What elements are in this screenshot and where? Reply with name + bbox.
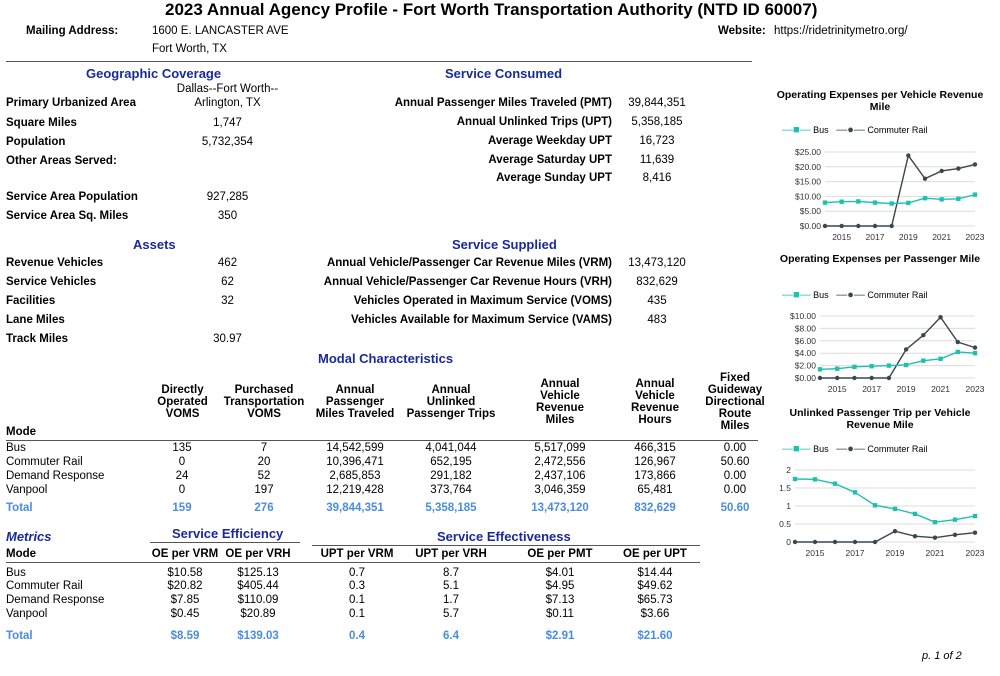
chart-plot (775, 304, 1000, 404)
square-miles-label: Square Miles (6, 117, 77, 129)
chart-y-tick-label: $0.00 (794, 373, 816, 383)
bus-data-point (856, 199, 860, 203)
metrics-cell: $3.66 (640, 608, 670, 620)
commuter-rail-data-point (856, 224, 860, 228)
metrics-cell: $110.09 (237, 594, 279, 606)
chart-title: Operating Expenses per Vehicle Revenue Mile (776, 89, 984, 113)
commuter-rail-data-point (973, 530, 977, 534)
metrics-cell: $0.11 (546, 608, 574, 620)
metrics-header-rule (6, 562, 700, 563)
chart-y-tick-label: $6.00 (794, 335, 816, 346)
supplied-value: 13,473,120 (628, 257, 686, 269)
modal-cell: 135 (172, 442, 192, 454)
chart-legend (782, 124, 927, 136)
chart-x-tick-label: 2019 (898, 232, 918, 240)
modal-cell: 5,517,099 (534, 442, 586, 454)
metrics-cell: 5.1 (443, 580, 459, 592)
metrics-total-label: Total (6, 630, 33, 642)
metrics-cell: $4.95 (545, 580, 575, 592)
metrics-cell: $20.82 (167, 580, 203, 592)
bus-data-point (956, 197, 960, 201)
assets-heading: Assets (133, 237, 176, 252)
bus-data-point (938, 357, 942, 361)
commuter-rail-data-point (973, 162, 977, 166)
chart-y-tick-label: $15.00 (795, 176, 821, 187)
modal-header-upt: Annual Unlinked Passenger Trips (406, 384, 496, 420)
commuter-rail-series-line (795, 531, 975, 542)
commuter-rail-data-point (818, 376, 822, 380)
consumed-value: 5,358,185 (631, 116, 683, 128)
commuter-rail-data-point (956, 166, 960, 170)
chart-x-tick-label: 2015 (832, 232, 852, 240)
metrics-cell: $49.62 (637, 580, 673, 592)
commuter-rail-data-point (873, 540, 877, 544)
chart-legend (782, 289, 927, 301)
chart-y-tick-label: $5.00 (799, 206, 821, 217)
asset-label: Revenue Vehicles (6, 257, 104, 269)
metrics-total-cell: $8.59 (170, 630, 200, 642)
legend-bus-marker: —■— (782, 124, 811, 136)
chart-title: Operating Expenses per Passenger Mile (779, 253, 981, 265)
metrics-cell: $0.45 (170, 608, 200, 620)
supplied-label: Annual Vehicle/Passenger Car Revenue Hours (VRH) (323, 276, 612, 288)
chart-y-tick-label: 1.5 (779, 483, 791, 493)
chart-plot (775, 458, 1000, 558)
modal-cell: 12,219,428 (326, 484, 384, 496)
commuter-rail-data-point (833, 540, 837, 544)
commuter-rail-data-point (938, 315, 942, 319)
mailing-address-line1: 1600 E. LANCASTER AVE (152, 25, 289, 37)
modal-total-cell: 50.60 (720, 502, 750, 514)
mailing-address-label: Mailing Address: (26, 25, 119, 37)
commuter-rail-data-point (839, 224, 843, 228)
bus-series-line (795, 479, 975, 522)
modal-cell: 3,046,359 (534, 484, 586, 496)
metrics-header: UPT per VRM (320, 548, 394, 560)
bus-data-point (921, 358, 925, 362)
modal-cell: 291,182 (430, 470, 472, 482)
metrics-cell: 0.7 (349, 567, 365, 579)
consumed-label: Average Sunday UPT (496, 172, 612, 184)
website-label: Website: (718, 25, 766, 37)
asset-value: 32 (221, 295, 234, 307)
modal-header-pmt: Annual Passenger Miles Traveled (315, 384, 395, 420)
metrics-cell: 1.7 (443, 594, 459, 606)
metrics-cell: $7.85 (170, 594, 200, 606)
modal-total-cell: 159 (172, 502, 192, 514)
modal-total-cell: 39,844,351 (326, 502, 384, 514)
bus-data-point (835, 367, 839, 371)
metrics-header: OE per VRH (225, 548, 291, 560)
consumed-label: Average Saturday UPT (488, 154, 612, 166)
bus-data-point (889, 201, 893, 205)
metrics-cell: $405.44 (237, 580, 279, 592)
modal-cell: 0.00 (723, 442, 747, 454)
chart-x-tick-label: 2021 (932, 232, 952, 240)
page-number: p. 1 of 2 (922, 650, 962, 662)
consumed-value: 8,416 (642, 172, 672, 184)
metrics-header: UPT per VRH (415, 548, 487, 560)
modal-heading: Modal Characteristics (318, 351, 454, 366)
chart-x-tick-label: 2023 (965, 384, 985, 394)
chart-x-tick-label: 2015 (805, 548, 825, 558)
metrics-heading: Metrics (6, 529, 52, 544)
modal-header-vrh: Annual Vehicle Revenue Hours (631, 378, 679, 426)
consumed-value: 11,639 (639, 154, 675, 166)
metrics-total-cell: 6.4 (443, 630, 459, 642)
commuter-rail-data-point (913, 534, 917, 538)
bus-data-point (904, 363, 908, 367)
chart-y-tick-label: 1 (786, 501, 791, 511)
metrics-cell: 5.7 (443, 608, 459, 620)
metrics-cell: 8.7 (443, 567, 459, 579)
chart-title: Unlinked Passenger Trip per Vehicle Revenue Mile (789, 407, 971, 431)
asset-value: 462 (217, 257, 238, 269)
supplied-label: Vehicles Available for Maximum Service (VAMS) (351, 314, 612, 326)
bus-data-point (973, 514, 977, 518)
metrics-cell: 0.1 (349, 608, 365, 620)
metrics-row-mode: Bus (6, 567, 26, 579)
modal-cell: 14,542,599 (326, 442, 384, 454)
service-area-population-value: 927,285 (206, 191, 249, 203)
commuter-rail-series-line (820, 317, 975, 378)
bus-data-point (973, 351, 977, 355)
asset-value: 62 (221, 276, 234, 288)
commuter-rail-data-point (923, 176, 927, 180)
commuter-rail-data-point (893, 529, 897, 533)
commuter-rail-data-point (853, 540, 857, 544)
bus-data-point (906, 201, 910, 205)
legend-bus-label: Bus (813, 125, 829, 135)
population-label: Population (6, 136, 66, 148)
chart-x-tick-label: 2017 (845, 548, 865, 558)
uza-value-line1: Dallas--Fort Worth-- (176, 83, 279, 95)
metrics-header: OE per PMT (527, 548, 593, 560)
modal-cell: 2,472,556 (534, 456, 586, 468)
bus-data-point (913, 512, 917, 516)
commuter-rail-data-point (953, 533, 957, 537)
supplied-heading: Service Supplied (452, 237, 557, 252)
effectiveness-heading: Service Effectiveness (437, 529, 571, 544)
modal-cell: 52 (257, 470, 271, 482)
metrics-mode-header: Mode (6, 548, 37, 560)
modal-header-vrm: Annual Vehicle Revenue Miles (536, 378, 584, 426)
metrics-total-cell: $2.91 (545, 630, 575, 642)
commuter-rail-data-point (813, 540, 817, 544)
modal-row-mode: Bus (6, 442, 26, 454)
bus-data-point (973, 192, 977, 196)
bus-data-point (873, 200, 877, 204)
modal-cell: 0 (178, 484, 186, 496)
consumed-heading: Service Consumed (445, 66, 563, 81)
effectiveness-rule (312, 545, 700, 546)
metrics-header: OE per UPT (623, 548, 687, 560)
chart-y-tick-label: 2 (786, 465, 791, 475)
metrics-cell: $65.73 (637, 594, 673, 606)
metrics-cell: $10.58 (167, 567, 203, 579)
chart-legend (782, 443, 927, 455)
modal-cell: 20 (257, 456, 271, 468)
supplied-value: 435 (647, 295, 667, 307)
efficiency-heading: Service Efficiency (172, 526, 284, 541)
modal-row-mode: Demand Response (6, 470, 105, 482)
chart-y-tick-label: $8.00 (794, 323, 816, 334)
uza-value-line2: Arlington, TX (194, 97, 261, 109)
legend-rail-label: Commuter Rail (867, 444, 928, 454)
metrics-cell: $4.01 (545, 567, 575, 579)
metrics-row-mode: Commuter Rail (6, 580, 83, 592)
supplied-value: 832,629 (636, 276, 678, 288)
uza-label: Primary Urbanized Area (6, 97, 136, 109)
metrics-row-mode: Vanpool (6, 608, 48, 620)
chart-x-tick-label: 2019 (885, 548, 905, 558)
chart-x-tick-label: 2021 (925, 548, 945, 558)
modal-mode-header: Mode (6, 426, 37, 438)
service-area-sqmi-value: 350 (217, 210, 238, 222)
metrics-row-mode: Demand Response (6, 594, 105, 606)
chart-x-tick-label: 2015 (827, 384, 847, 394)
modal-row-mode: Commuter Rail (6, 456, 83, 468)
geographic-heading: Geographic Coverage (86, 66, 222, 81)
legend-bus-label: Bus (813, 444, 829, 454)
legend-bus-marker: —■— (782, 289, 811, 301)
metrics-cell: 0.3 (349, 580, 365, 592)
chart-x-tick-label: 2017 (865, 232, 885, 240)
other-areas-label: Other Areas Served: (6, 155, 117, 167)
legend-bus-label: Bus (813, 290, 829, 300)
commuter-rail-data-point (835, 376, 839, 380)
modal-total-label: Total (6, 502, 33, 514)
bus-data-point (833, 481, 837, 485)
modal-cell: 7 (260, 442, 268, 454)
bus-data-point (953, 517, 957, 521)
chart-y-tick-label: 0.5 (779, 519, 791, 529)
bus-data-point (793, 477, 797, 481)
modal-total-cell: 5,358,185 (425, 502, 477, 514)
consumed-label: Annual Unlinked Trips (UPT) (456, 116, 612, 128)
modal-cell: 50.60 (720, 456, 750, 468)
modal-cell: 2,437,106 (534, 470, 586, 482)
metrics-cell: $14.44 (637, 567, 673, 579)
service-area-population-label: Service Area Population (6, 191, 138, 203)
commuter-rail-data-point (823, 224, 827, 228)
commuter-rail-data-point (889, 224, 893, 228)
consumed-label: Annual Passenger Miles Traveled (PMT) (394, 97, 612, 109)
consumed-value: 16,723 (639, 135, 675, 147)
modal-total-cell: 276 (254, 502, 274, 514)
modal-cell: 373,764 (430, 484, 472, 496)
metrics-cell: $20.89 (240, 608, 276, 620)
supplied-value: 483 (647, 314, 667, 326)
asset-label: Facilities (6, 295, 56, 307)
supplied-label: Annual Vehicle/Passenger Car Revenue Miles (VRM) (326, 257, 612, 269)
website-link[interactable]: https://ridetrinitymetro.org/ (774, 25, 908, 37)
chart-x-tick-label: 2023 (965, 548, 985, 558)
legend-rail-marker: —●— (836, 443, 865, 455)
chart-x-tick-label: 2017 (862, 384, 882, 394)
bus-data-point (956, 350, 960, 354)
service-area-sqmi-label: Service Area Sq. Miles (6, 210, 129, 222)
bus-data-point (873, 503, 877, 507)
modal-cell: 24 (175, 470, 189, 482)
bus-data-point (887, 363, 891, 367)
modal-cell: 4,041,044 (425, 442, 477, 454)
metrics-total-cell: $139.03 (237, 630, 279, 642)
consumed-value: 39,844,351 (628, 97, 686, 109)
commuter-rail-series-line (825, 156, 975, 226)
bus-data-point (923, 196, 927, 200)
asset-label: Lane Miles (6, 314, 65, 326)
modal-row-mode: Vanpool (6, 484, 48, 496)
page-title: 2023 Annual Agency Profile - Fort Worth Transportation Authority (NTD ID 60007) (165, 0, 818, 19)
chart-y-tick-label: $0.00 (799, 221, 821, 231)
chart-y-tick-label: $2.00 (794, 360, 816, 371)
efficiency-rule (150, 542, 300, 543)
commuter-rail-data-point (887, 376, 891, 380)
chart-x-tick-label: 2021 (931, 384, 951, 394)
population-value: 5,732,354 (201, 136, 254, 148)
modal-header-guideway: Fixed Guideway Directional Route Miles (705, 372, 765, 432)
modal-cell: 0.00 (723, 484, 747, 496)
chart-y-tick-label: $10.00 (790, 311, 816, 321)
modal-header-purchased: Purchased Transportation VOMS (223, 384, 305, 420)
commuter-rail-data-point (873, 224, 877, 228)
legend-bus-marker: —■— (782, 443, 811, 455)
chart-x-tick-label: 2023 (965, 232, 985, 240)
modal-header-rule (6, 440, 758, 441)
metrics-cell: 0.1 (349, 594, 365, 606)
asset-label: Service Vehicles (6, 276, 97, 288)
modal-cell: 466,315 (634, 442, 676, 454)
mailing-address-line2: Fort Worth, TX (152, 43, 227, 55)
commuter-rail-data-point (793, 540, 797, 544)
commuter-rail-data-point (869, 376, 873, 380)
consumed-label: Average Weekday UPT (487, 135, 612, 147)
modal-cell: 10,396,471 (326, 456, 384, 468)
metrics-total-cell: $21.60 (637, 630, 673, 642)
bus-data-point (933, 520, 937, 524)
asset-label: Track Miles (6, 333, 69, 345)
commuter-rail-data-point (852, 376, 856, 380)
legend-rail-marker: —●— (836, 289, 865, 301)
chart-x-tick-label: 2019 (896, 384, 916, 394)
chart-plot (775, 140, 1000, 240)
commuter-rail-data-point (933, 535, 937, 539)
header-rule (6, 61, 752, 62)
bus-data-point (839, 200, 843, 204)
bus-data-point (813, 477, 817, 481)
commuter-rail-data-point (939, 169, 943, 173)
bus-data-point (869, 364, 873, 368)
bus-data-point (823, 200, 827, 204)
legend-rail-marker: —●— (836, 124, 865, 136)
bus-data-point (852, 365, 856, 369)
metrics-total-cell: 0.4 (349, 630, 365, 642)
commuter-rail-data-point (973, 345, 977, 349)
modal-cell: 0 (178, 456, 186, 468)
square-miles-value: 1,747 (213, 117, 242, 129)
chart-y-tick-label: $20.00 (795, 161, 821, 172)
metrics-header: OE per VRM (151, 548, 219, 560)
legend-rail-label: Commuter Rail (867, 290, 928, 300)
metrics-cell: $125.13 (237, 567, 279, 579)
modal-total-cell: 13,473,120 (531, 502, 589, 514)
commuter-rail-data-point (906, 153, 910, 157)
modal-header-directly-operated: Directly Operated VOMS (157, 384, 208, 420)
bus-data-point (939, 197, 943, 201)
modal-cell: 126,967 (634, 456, 676, 468)
bus-series-line (820, 352, 975, 369)
chart-y-tick-label: $10.00 (795, 191, 821, 202)
modal-cell: 65,481 (637, 484, 673, 496)
commuter-rail-data-point (921, 333, 925, 337)
commuter-rail-data-point (904, 347, 908, 351)
chart-y-tick-label: $25.00 (795, 147, 821, 157)
bus-data-point (893, 507, 897, 511)
modal-cell: 197 (254, 484, 274, 496)
modal-cell: 652,195 (430, 456, 472, 468)
chart-y-tick-label: 0 (786, 537, 791, 547)
modal-cell: 0.00 (723, 470, 747, 482)
modal-cell: 173,866 (634, 470, 676, 482)
bus-data-point (818, 367, 822, 371)
asset-value: 30.97 (213, 333, 242, 345)
modal-cell: 2,685,853 (329, 470, 381, 482)
metrics-cell: $7.13 (545, 594, 575, 606)
modal-total-cell: 832,629 (634, 502, 676, 514)
supplied-label: Vehicles Operated in Maximum Service (VOMS) (353, 295, 612, 307)
chart-y-tick-label: $4.00 (794, 348, 816, 359)
legend-rail-label: Commuter Rail (867, 125, 928, 135)
bus-data-point (853, 490, 857, 494)
commuter-rail-data-point (956, 340, 960, 344)
